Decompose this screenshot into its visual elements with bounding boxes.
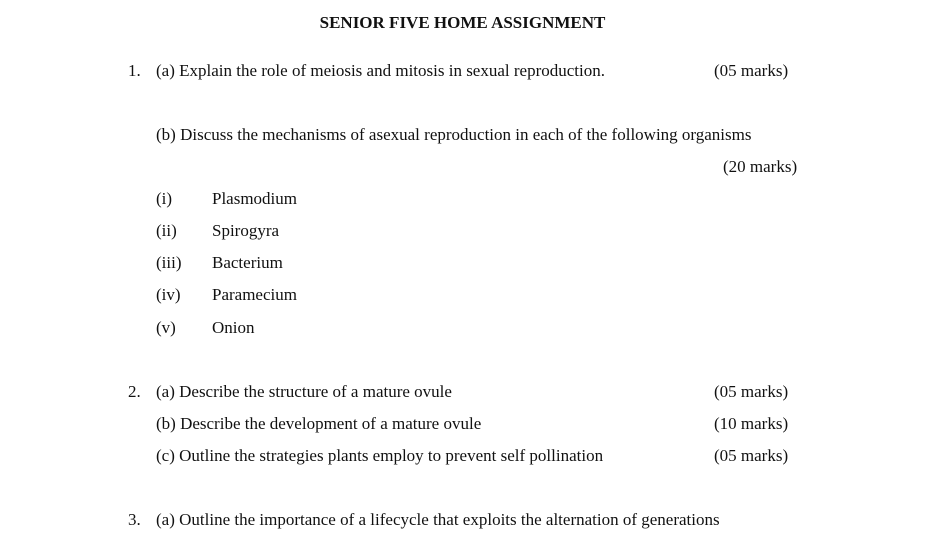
question-1a-text: (a) Explain the role of meiosis and mitosis in sexual reproduction.: [156, 61, 605, 80]
organism-numeral: (iv): [156, 285, 181, 304]
question-2a-marks: (05 marks): [714, 382, 789, 401]
organism-numeral: (iii): [156, 253, 182, 272]
question-2-number: 2.: [128, 382, 141, 401]
question-2c-text: (c) Outline the strategies plants employ to prevent self pollination: [156, 446, 604, 465]
question-1b-marks: (20 marks): [723, 157, 798, 176]
organism-numeral: (v): [156, 318, 176, 337]
question-2b-marks: (10 marks): [714, 414, 789, 433]
question-2c-marks: (05 marks): [714, 446, 789, 465]
organism-name: Bacterium: [212, 253, 283, 272]
question-1b-text: (b) Discuss the mechanisms of asexual reproduction in each of the following organisms: [156, 125, 752, 144]
question-1a-marks: (05 marks): [714, 61, 789, 80]
question-3-number: 3.: [128, 510, 141, 529]
organism-name: Paramecium: [212, 285, 297, 304]
organism-numeral: (i): [156, 189, 173, 208]
page-title: SENIOR FIVE HOME ASSIGNMENT: [319, 13, 606, 32]
organism-name: Onion: [212, 318, 255, 337]
question-2b-text: (b) Describe the development of a mature ovule: [156, 414, 482, 433]
organism-name: Plasmodium: [212, 189, 298, 208]
question-2a-text: (a) Describe the structure of a mature ovule: [156, 382, 452, 401]
organism-numeral: (ii): [156, 221, 177, 240]
question-3a-text: (a) Outline the importance of a lifecycle that exploits the alternation of generations: [156, 510, 720, 529]
question-1-number: 1.: [128, 61, 141, 80]
organism-name: Spirogyra: [212, 221, 280, 240]
